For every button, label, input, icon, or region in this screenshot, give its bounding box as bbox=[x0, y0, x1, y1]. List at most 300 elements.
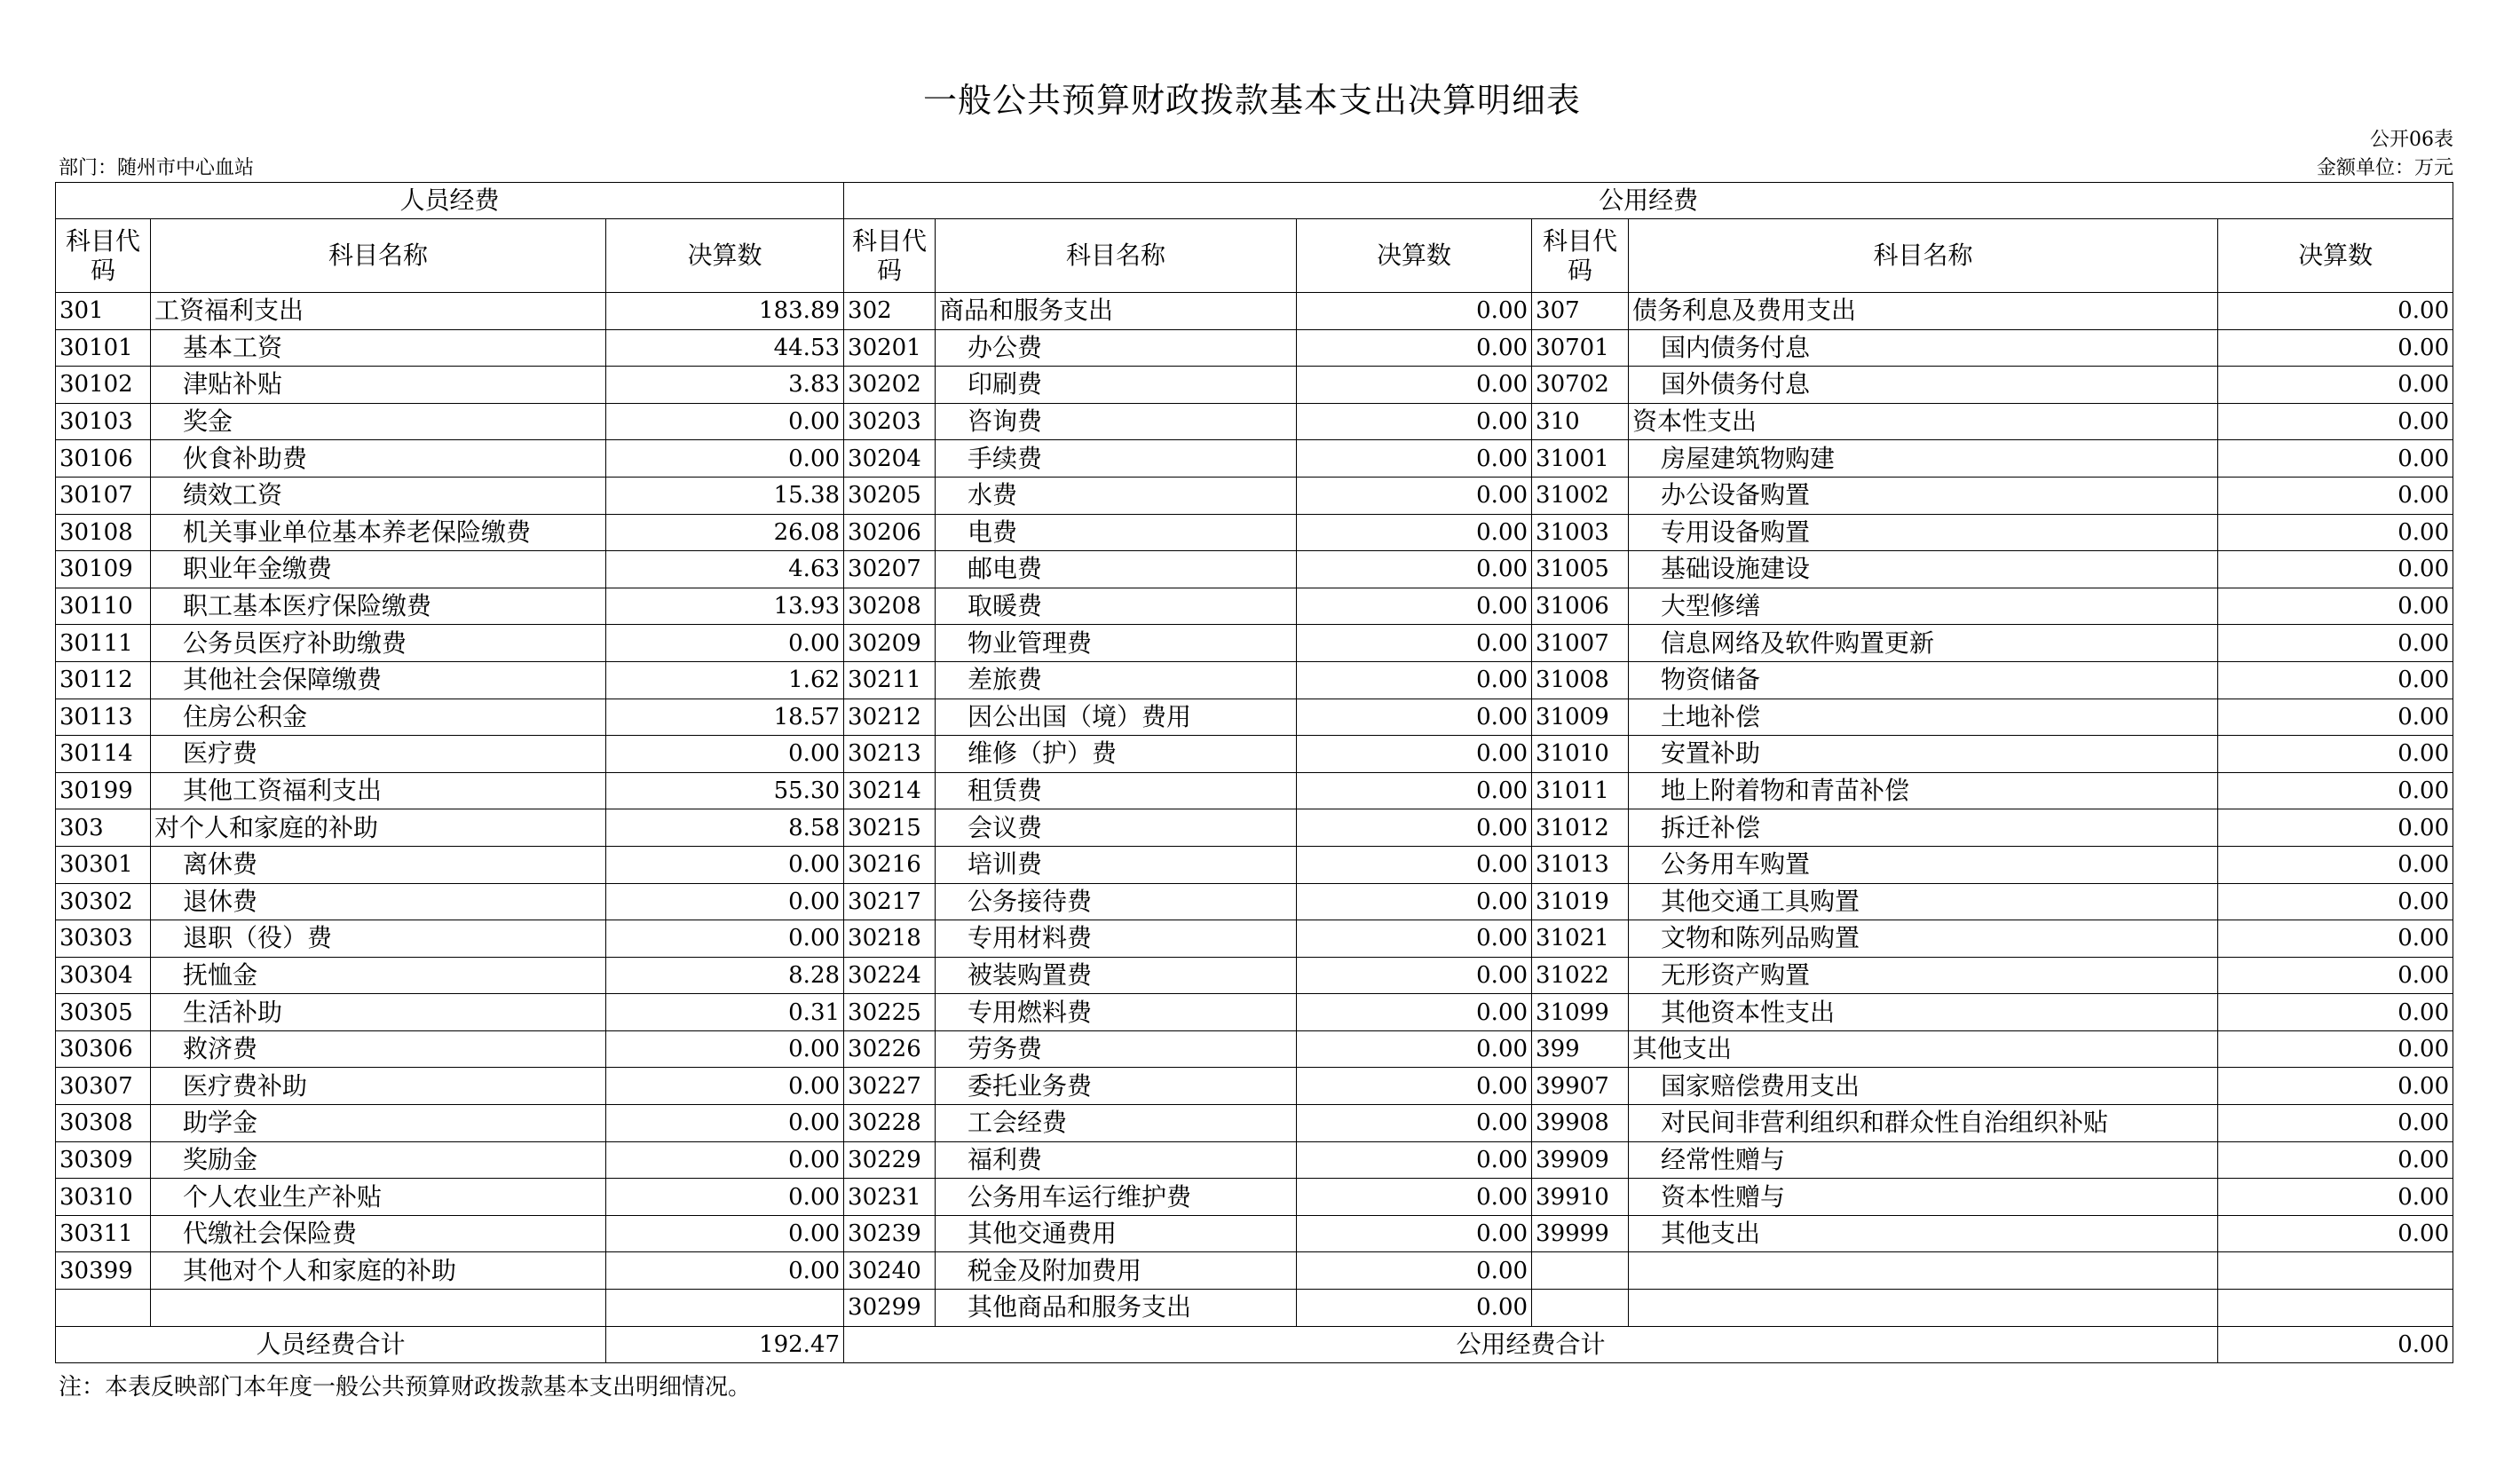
public-amount-cell: 0.00 bbox=[1297, 551, 1532, 588]
table-row bbox=[56, 1105, 2453, 1142]
personnel-name-cell: 退职（役）费 bbox=[151, 920, 606, 958]
public-code-cell: 39909 bbox=[1532, 1141, 1629, 1179]
public-code-cell: 30202 bbox=[844, 367, 936, 404]
public-amount-cell: 0.00 bbox=[1297, 588, 1532, 625]
public-amount-cell: 0.00 bbox=[1297, 957, 1532, 994]
personnel-code-cell: 30199 bbox=[56, 772, 151, 809]
personnel-name-cell: 机关事业单位基本养老保险缴费 bbox=[151, 514, 606, 551]
public-code-cell: 31011 bbox=[1532, 772, 1629, 809]
public-amount-cell: 0.00 bbox=[2218, 1215, 2453, 1252]
personnel-code-cell: 30101 bbox=[56, 329, 151, 367]
personnel-code-cell: 30308 bbox=[56, 1105, 151, 1142]
column-header-name: 科目名称 bbox=[936, 219, 1297, 293]
public-name-cell: 安置补助 bbox=[1629, 736, 2218, 773]
public-code-cell: 30204 bbox=[844, 440, 936, 478]
personnel-amount-cell: 0.00 bbox=[606, 440, 844, 478]
public-code-cell: 30215 bbox=[844, 809, 936, 847]
personnel-name-cell: 代缴社会保险费 bbox=[151, 1215, 606, 1252]
public-name-cell: 会议费 bbox=[936, 809, 1297, 847]
public-code-cell: 30217 bbox=[844, 883, 936, 920]
personnel-name-cell: 奖金 bbox=[151, 403, 606, 440]
public-code-cell: 30206 bbox=[844, 514, 936, 551]
public-amount-cell: 0.00 bbox=[2218, 661, 2453, 699]
personnel-name-cell: 职工基本医疗保险缴费 bbox=[151, 588, 606, 625]
public-code-cell: 30201 bbox=[844, 329, 936, 367]
personnel-code-cell: 30103 bbox=[56, 403, 151, 440]
public-code-cell: 39907 bbox=[1532, 1068, 1629, 1105]
page-title: 一般公共预算财政拨款基本支出决算明细表 bbox=[922, 81, 1581, 120]
personnel-name-cell bbox=[151, 1290, 606, 1327]
personnel-code-cell: 30102 bbox=[56, 367, 151, 404]
personnel-code-cell: 30112 bbox=[56, 661, 151, 699]
public-name-cell: 地上附着物和青苗补偿 bbox=[1629, 772, 2218, 809]
public-code-cell: 30216 bbox=[844, 846, 936, 883]
personnel-code-cell: 30108 bbox=[56, 514, 151, 551]
personnel-name-cell: 离休费 bbox=[151, 846, 606, 883]
personnel-code-cell: 30114 bbox=[56, 736, 151, 773]
public-code-cell: 31019 bbox=[1532, 883, 1629, 920]
public-amount-cell: 0.00 bbox=[1297, 736, 1532, 773]
personnel-amount-cell: 0.00 bbox=[606, 1068, 844, 1105]
public-name-cell: 公务用车运行维护费 bbox=[936, 1179, 1297, 1216]
personnel-amount-cell: 0.00 bbox=[606, 1030, 844, 1068]
public-code-cell: 399 bbox=[1532, 1030, 1629, 1068]
personnel-code-cell: 30310 bbox=[56, 1179, 151, 1216]
personnel-amount-cell: 0.00 bbox=[606, 403, 844, 440]
public-code-cell: 30208 bbox=[844, 588, 936, 625]
table-row bbox=[56, 809, 2453, 847]
department-label: 部门：随州市中心血站 bbox=[59, 157, 255, 179]
table-row bbox=[56, 477, 2453, 514]
public-name-cell: 电费 bbox=[936, 514, 1297, 551]
public-amount-cell: 0.00 bbox=[1297, 477, 1532, 514]
public-code-cell: 39910 bbox=[1532, 1179, 1629, 1216]
table-row bbox=[56, 1179, 2453, 1216]
personnel-amount-cell: 0.00 bbox=[606, 736, 844, 773]
personnel-amount-cell: 0.00 bbox=[606, 1179, 844, 1216]
public-amount-cell: 0.00 bbox=[2218, 846, 2453, 883]
public-code-cell: 39999 bbox=[1532, 1215, 1629, 1252]
public-code-cell: 31099 bbox=[1532, 994, 1629, 1031]
table-row bbox=[56, 772, 2453, 809]
public-code-cell: 30207 bbox=[844, 551, 936, 588]
public-code-cell: 30213 bbox=[844, 736, 936, 773]
column-header-name: 科目名称 bbox=[151, 219, 606, 293]
public-code-cell: 31008 bbox=[1532, 661, 1629, 699]
public-name-cell: 资本性支出 bbox=[1629, 403, 2218, 440]
table-row bbox=[56, 1252, 2453, 1290]
public-name-cell: 商品和服务支出 bbox=[936, 293, 1297, 330]
column-header-code: 科目代码 bbox=[56, 219, 151, 293]
public-name-cell: 工会经费 bbox=[936, 1105, 1297, 1142]
personnel-name-cell: 救济费 bbox=[151, 1030, 606, 1068]
public-amount-cell: 0.00 bbox=[2218, 1105, 2453, 1142]
personnel-name-cell: 医疗费补助 bbox=[151, 1068, 606, 1105]
public-amount-cell bbox=[2218, 1252, 2453, 1290]
public-code-cell: 31005 bbox=[1532, 551, 1629, 588]
form-number: 公开06表 bbox=[2370, 129, 2453, 151]
public-name-cell: 经常性赠与 bbox=[1629, 1141, 2218, 1179]
public-name-cell: 取暖费 bbox=[936, 588, 1297, 625]
table-row bbox=[56, 514, 2453, 551]
public-name-cell: 专用燃料费 bbox=[936, 994, 1297, 1031]
public-code-cell: 31006 bbox=[1532, 588, 1629, 625]
public-code-cell bbox=[1532, 1290, 1629, 1327]
public-amount-cell: 0.00 bbox=[2218, 809, 2453, 847]
public-code-cell: 31007 bbox=[1532, 625, 1629, 662]
personnel-name-cell: 职业年金缴费 bbox=[151, 551, 606, 588]
personnel-code-cell: 303 bbox=[56, 809, 151, 847]
public-code-cell: 31009 bbox=[1532, 699, 1629, 736]
public-amount-cell: 0.00 bbox=[1297, 661, 1532, 699]
public-name-cell: 水费 bbox=[936, 477, 1297, 514]
public-amount-cell: 0.00 bbox=[1297, 403, 1532, 440]
public-amount-cell: 0.00 bbox=[2218, 920, 2453, 958]
public-name-cell: 咨询费 bbox=[936, 403, 1297, 440]
personnel-name-cell: 其他对个人和家庭的补助 bbox=[151, 1252, 606, 1290]
public-name-cell bbox=[1629, 1252, 2218, 1290]
group-header-row bbox=[56, 183, 2453, 219]
personnel-name-cell: 医疗费 bbox=[151, 736, 606, 773]
public-name-cell: 税金及附加费用 bbox=[936, 1252, 1297, 1290]
public-amount-cell: 0.00 bbox=[1297, 514, 1532, 551]
public-total-value: 0.00 bbox=[2218, 1326, 2453, 1362]
public-amount-cell: 0.00 bbox=[2218, 699, 2453, 736]
public-code-cell: 30205 bbox=[844, 477, 936, 514]
personnel-amount-cell: 4.63 bbox=[606, 551, 844, 588]
personnel-name-cell: 住房公积金 bbox=[151, 699, 606, 736]
public-name-cell: 其他商品和服务支出 bbox=[936, 1290, 1297, 1327]
public-name-cell: 办公设备购置 bbox=[1629, 477, 2218, 514]
public-name-cell bbox=[1629, 1290, 2218, 1327]
public-amount-cell: 0.00 bbox=[1297, 1030, 1532, 1068]
personnel-amount-cell: 8.28 bbox=[606, 957, 844, 994]
footnote: 注：本表反映部门本年度一般公共预算财政拨款基本支出明细情况。 bbox=[59, 1374, 752, 1401]
personnel-name-cell: 公务员医疗补助缴费 bbox=[151, 625, 606, 662]
personnel-code-cell: 30311 bbox=[56, 1215, 151, 1252]
public-amount-cell: 0.00 bbox=[1297, 920, 1532, 958]
public-code-cell: 39908 bbox=[1532, 1105, 1629, 1142]
table-row bbox=[56, 551, 2453, 588]
public-amount-cell: 0.00 bbox=[2218, 440, 2453, 478]
column-header-name: 科目名称 bbox=[1629, 219, 2218, 293]
personnel-amount-cell: 0.00 bbox=[606, 1141, 844, 1179]
table-row bbox=[56, 883, 2453, 920]
personnel-name-cell: 对个人和家庭的补助 bbox=[151, 809, 606, 847]
personnel-amount-cell bbox=[606, 1290, 844, 1327]
table-row bbox=[56, 957, 2453, 994]
personnel-amount-cell: 3.83 bbox=[606, 367, 844, 404]
personnel-code-cell: 30303 bbox=[56, 920, 151, 958]
public-name-cell: 维修（护）费 bbox=[936, 736, 1297, 773]
table-body bbox=[56, 293, 2453, 1327]
public-name-cell: 债务利息及费用支出 bbox=[1629, 293, 2218, 330]
personnel-name-cell: 绩效工资 bbox=[151, 477, 606, 514]
public-amount-cell: 0.00 bbox=[2218, 367, 2453, 404]
public-amount-cell: 0.00 bbox=[1297, 1215, 1532, 1252]
public-name-cell: 物资储备 bbox=[1629, 661, 2218, 699]
public-code-cell: 31003 bbox=[1532, 514, 1629, 551]
public-code-cell: 31010 bbox=[1532, 736, 1629, 773]
public-amount-cell: 0.00 bbox=[2218, 1030, 2453, 1068]
personnel-name-cell: 工资福利支出 bbox=[151, 293, 606, 330]
personnel-amount-cell: 44.53 bbox=[606, 329, 844, 367]
table-row bbox=[56, 329, 2453, 367]
public-amount-cell: 0.00 bbox=[1297, 1252, 1532, 1290]
personnel-code-cell: 30110 bbox=[56, 588, 151, 625]
public-amount-cell: 0.00 bbox=[2218, 477, 2453, 514]
public-code-cell: 30214 bbox=[844, 772, 936, 809]
public-total-label: 公用经费合计 bbox=[844, 1326, 2218, 1362]
column-header-amount: 决算数 bbox=[2218, 219, 2453, 293]
table-row bbox=[56, 920, 2453, 958]
public-amount-cell: 0.00 bbox=[1297, 293, 1532, 330]
personnel-amount-cell: 8.58 bbox=[606, 809, 844, 847]
public-name-cell: 租赁费 bbox=[936, 772, 1297, 809]
personnel-name-cell: 生活补助 bbox=[151, 994, 606, 1031]
column-header-amount: 决算数 bbox=[606, 219, 844, 293]
table-row bbox=[56, 1068, 2453, 1105]
public-code-cell: 31001 bbox=[1532, 440, 1629, 478]
public-name-cell: 文物和陈列品购置 bbox=[1629, 920, 2218, 958]
public-code-cell: 31012 bbox=[1532, 809, 1629, 847]
public-code-cell: 30228 bbox=[844, 1105, 936, 1142]
personnel-name-cell: 伙食补助费 bbox=[151, 440, 606, 478]
public-code-cell: 30240 bbox=[844, 1252, 936, 1290]
table-row bbox=[56, 994, 2453, 1031]
personnel-name-cell: 抚恤金 bbox=[151, 957, 606, 994]
public-amount-cell: 0.00 bbox=[1297, 846, 1532, 883]
personnel-amount-cell: 0.00 bbox=[606, 1105, 844, 1142]
table-row bbox=[56, 625, 2453, 662]
personnel-name-cell: 其他工资福利支出 bbox=[151, 772, 606, 809]
personnel-code-cell: 30302 bbox=[56, 883, 151, 920]
public-name-cell: 拆迁补偿 bbox=[1629, 809, 2218, 847]
table-row bbox=[56, 699, 2453, 736]
personnel-amount-cell: 0.00 bbox=[606, 625, 844, 662]
public-amount-cell: 0.00 bbox=[1297, 883, 1532, 920]
public-name-cell: 基础设施建设 bbox=[1629, 551, 2218, 588]
public-name-cell: 专用设备购置 bbox=[1629, 514, 2218, 551]
public-code-cell: 30701 bbox=[1532, 329, 1629, 367]
public-code-cell: 31013 bbox=[1532, 846, 1629, 883]
personnel-amount-cell: 26.08 bbox=[606, 514, 844, 551]
public-code-cell: 30218 bbox=[844, 920, 936, 958]
public-name-cell: 邮电费 bbox=[936, 551, 1297, 588]
public-amount-cell: 0.00 bbox=[1297, 994, 1532, 1031]
personnel-total-value: 192.47 bbox=[606, 1326, 844, 1362]
personnel-total-label: 人员经费合计 bbox=[56, 1326, 606, 1362]
public-name-cell: 福利费 bbox=[936, 1141, 1297, 1179]
public-name-cell: 手续费 bbox=[936, 440, 1297, 478]
public-amount-cell: 0.00 bbox=[2218, 957, 2453, 994]
personnel-code-cell: 30399 bbox=[56, 1252, 151, 1290]
public-amount-cell: 0.00 bbox=[2218, 736, 2453, 773]
personnel-name-cell: 其他社会保障缴费 bbox=[151, 661, 606, 699]
public-name-cell: 办公费 bbox=[936, 329, 1297, 367]
public-name-cell: 资本性赠与 bbox=[1629, 1179, 2218, 1216]
public-amount-cell bbox=[2218, 1290, 2453, 1327]
public-code-cell: 30203 bbox=[844, 403, 936, 440]
personnel-code-cell: 30305 bbox=[56, 994, 151, 1031]
personnel-amount-cell: 55.30 bbox=[606, 772, 844, 809]
public-name-cell: 培训费 bbox=[936, 846, 1297, 883]
public-code-cell: 30239 bbox=[844, 1215, 936, 1252]
personnel-name-cell: 津贴补贴 bbox=[151, 367, 606, 404]
public-name-cell: 土地补偿 bbox=[1629, 699, 2218, 736]
public-code-cell: 30211 bbox=[844, 661, 936, 699]
personnel-amount-cell: 1.62 bbox=[606, 661, 844, 699]
public-name-cell: 信息网络及软件购置更新 bbox=[1629, 625, 2218, 662]
personnel-amount-cell: 13.93 bbox=[606, 588, 844, 625]
personnel-code-cell: 301 bbox=[56, 293, 151, 330]
public-amount-cell: 0.00 bbox=[2218, 625, 2453, 662]
public-name-cell: 物业管理费 bbox=[936, 625, 1297, 662]
column-header-code: 科目代码 bbox=[844, 219, 936, 293]
public-amount-cell: 0.00 bbox=[2218, 403, 2453, 440]
personnel-amount-cell: 0.00 bbox=[606, 846, 844, 883]
public-code-cell: 30227 bbox=[844, 1068, 936, 1105]
personnel-code-cell: 30309 bbox=[56, 1141, 151, 1179]
public-name-cell: 对民间非营利组织和群众性自治组织补贴 bbox=[1629, 1105, 2218, 1142]
public-code-cell: 30229 bbox=[844, 1141, 936, 1179]
public-code-cell: 30224 bbox=[844, 957, 936, 994]
personnel-code-cell: 30306 bbox=[56, 1030, 151, 1068]
public-name-cell: 国内债务付息 bbox=[1629, 329, 2218, 367]
public-code-cell: 31002 bbox=[1532, 477, 1629, 514]
table-row bbox=[56, 293, 2453, 330]
table-row bbox=[56, 588, 2453, 625]
public-name-cell: 其他交通费用 bbox=[936, 1215, 1297, 1252]
column-header-code: 科目代码 bbox=[1532, 219, 1629, 293]
public-amount-cell: 0.00 bbox=[2218, 994, 2453, 1031]
public-group-header: 公用经费 bbox=[844, 183, 2453, 219]
table-row bbox=[56, 736, 2453, 773]
table-row bbox=[56, 661, 2453, 699]
public-name-cell: 房屋建筑物购建 bbox=[1629, 440, 2218, 478]
public-amount-cell: 0.00 bbox=[2218, 551, 2453, 588]
public-name-cell: 被装购置费 bbox=[936, 957, 1297, 994]
public-code-cell: 30209 bbox=[844, 625, 936, 662]
personnel-name-cell: 奖励金 bbox=[151, 1141, 606, 1179]
public-name-cell: 国家赔偿费用支出 bbox=[1629, 1068, 2218, 1105]
public-amount-cell: 0.00 bbox=[1297, 809, 1532, 847]
personnel-code-cell bbox=[56, 1290, 151, 1327]
public-amount-cell: 0.00 bbox=[2218, 588, 2453, 625]
public-amount-cell: 0.00 bbox=[1297, 699, 1532, 736]
personnel-name-cell: 基本工资 bbox=[151, 329, 606, 367]
public-amount-cell: 0.00 bbox=[2218, 293, 2453, 330]
public-name-cell: 专用材料费 bbox=[936, 920, 1297, 958]
personnel-amount-cell: 183.89 bbox=[606, 293, 844, 330]
personnel-code-cell: 30301 bbox=[56, 846, 151, 883]
public-code-cell: 31021 bbox=[1532, 920, 1629, 958]
public-code-cell: 30212 bbox=[844, 699, 936, 736]
public-amount-cell: 0.00 bbox=[1297, 1290, 1532, 1327]
public-name-cell: 其他支出 bbox=[1629, 1030, 2218, 1068]
public-code-cell: 307 bbox=[1532, 293, 1629, 330]
personnel-code-cell: 30304 bbox=[56, 957, 151, 994]
column-header-row bbox=[56, 219, 2453, 293]
public-amount-cell: 0.00 bbox=[1297, 440, 1532, 478]
public-code-cell: 30226 bbox=[844, 1030, 936, 1068]
table-row bbox=[56, 1290, 2453, 1327]
public-amount-cell: 0.00 bbox=[2218, 772, 2453, 809]
public-name-cell: 其他交通工具购置 bbox=[1629, 883, 2218, 920]
public-code-cell: 310 bbox=[1532, 403, 1629, 440]
personnel-code-cell: 30107 bbox=[56, 477, 151, 514]
table-row bbox=[56, 1215, 2453, 1252]
public-amount-cell: 0.00 bbox=[1297, 1179, 1532, 1216]
table-row bbox=[56, 440, 2453, 478]
public-name-cell: 委托业务费 bbox=[936, 1068, 1297, 1105]
column-header-amount: 决算数 bbox=[1297, 219, 1532, 293]
personnel-amount-cell: 18.57 bbox=[606, 699, 844, 736]
public-amount-cell: 0.00 bbox=[2218, 1141, 2453, 1179]
public-amount-cell: 0.00 bbox=[2218, 514, 2453, 551]
public-name-cell: 因公出国（境）费用 bbox=[936, 699, 1297, 736]
public-name-cell: 其他支出 bbox=[1629, 1215, 2218, 1252]
public-name-cell: 其他资本性支出 bbox=[1629, 994, 2218, 1031]
public-name-cell: 公务用车购置 bbox=[1629, 846, 2218, 883]
personnel-name-cell: 退休费 bbox=[151, 883, 606, 920]
personnel-code-cell: 30106 bbox=[56, 440, 151, 478]
public-amount-cell: 0.00 bbox=[1297, 1105, 1532, 1142]
public-amount-cell: 0.00 bbox=[2218, 1068, 2453, 1105]
personnel-amount-cell: 0.00 bbox=[606, 883, 844, 920]
personnel-code-cell: 30109 bbox=[56, 551, 151, 588]
public-code-cell: 30702 bbox=[1532, 367, 1629, 404]
personnel-name-cell: 个人农业生产补贴 bbox=[151, 1179, 606, 1216]
public-code-cell: 30225 bbox=[844, 994, 936, 1031]
table-row bbox=[56, 1141, 2453, 1179]
public-amount-cell: 0.00 bbox=[1297, 1141, 1532, 1179]
amount-unit-label: 金额单位：万元 bbox=[2316, 157, 2453, 179]
expenditure-detail-table bbox=[55, 182, 2453, 1363]
public-name-cell: 印刷费 bbox=[936, 367, 1297, 404]
table-row bbox=[56, 403, 2453, 440]
public-name-cell: 差旅费 bbox=[936, 661, 1297, 699]
public-name-cell: 无形资产购置 bbox=[1629, 957, 2218, 994]
personnel-amount-cell: 0.00 bbox=[606, 1215, 844, 1252]
public-amount-cell: 0.00 bbox=[2218, 329, 2453, 367]
public-code-cell: 302 bbox=[844, 293, 936, 330]
personnel-amount-cell: 15.38 bbox=[606, 477, 844, 514]
public-amount-cell: 0.00 bbox=[2218, 883, 2453, 920]
table-row bbox=[56, 1030, 2453, 1068]
table-row bbox=[56, 846, 2453, 883]
public-amount-cell: 0.00 bbox=[1297, 329, 1532, 367]
public-amount-cell: 0.00 bbox=[1297, 1068, 1532, 1105]
public-amount-cell: 0.00 bbox=[1297, 625, 1532, 662]
personnel-code-cell: 30113 bbox=[56, 699, 151, 736]
totals-row bbox=[56, 1326, 2453, 1362]
public-code-cell: 30299 bbox=[844, 1290, 936, 1327]
personnel-code-cell: 30111 bbox=[56, 625, 151, 662]
personnel-group-header: 人员经费 bbox=[56, 183, 844, 219]
public-name-cell: 大型修缮 bbox=[1629, 588, 2218, 625]
public-code-cell: 31022 bbox=[1532, 957, 1629, 994]
public-code-cell bbox=[1532, 1252, 1629, 1290]
personnel-code-cell: 30307 bbox=[56, 1068, 151, 1105]
personnel-amount-cell: 0.00 bbox=[606, 1252, 844, 1290]
public-name-cell: 国外债务付息 bbox=[1629, 367, 2218, 404]
public-name-cell: 劳务费 bbox=[936, 1030, 1297, 1068]
public-amount-cell: 0.00 bbox=[2218, 1179, 2453, 1216]
public-code-cell: 30231 bbox=[844, 1179, 936, 1216]
personnel-amount-cell: 0.00 bbox=[606, 920, 844, 958]
personnel-amount-cell: 0.31 bbox=[606, 994, 844, 1031]
